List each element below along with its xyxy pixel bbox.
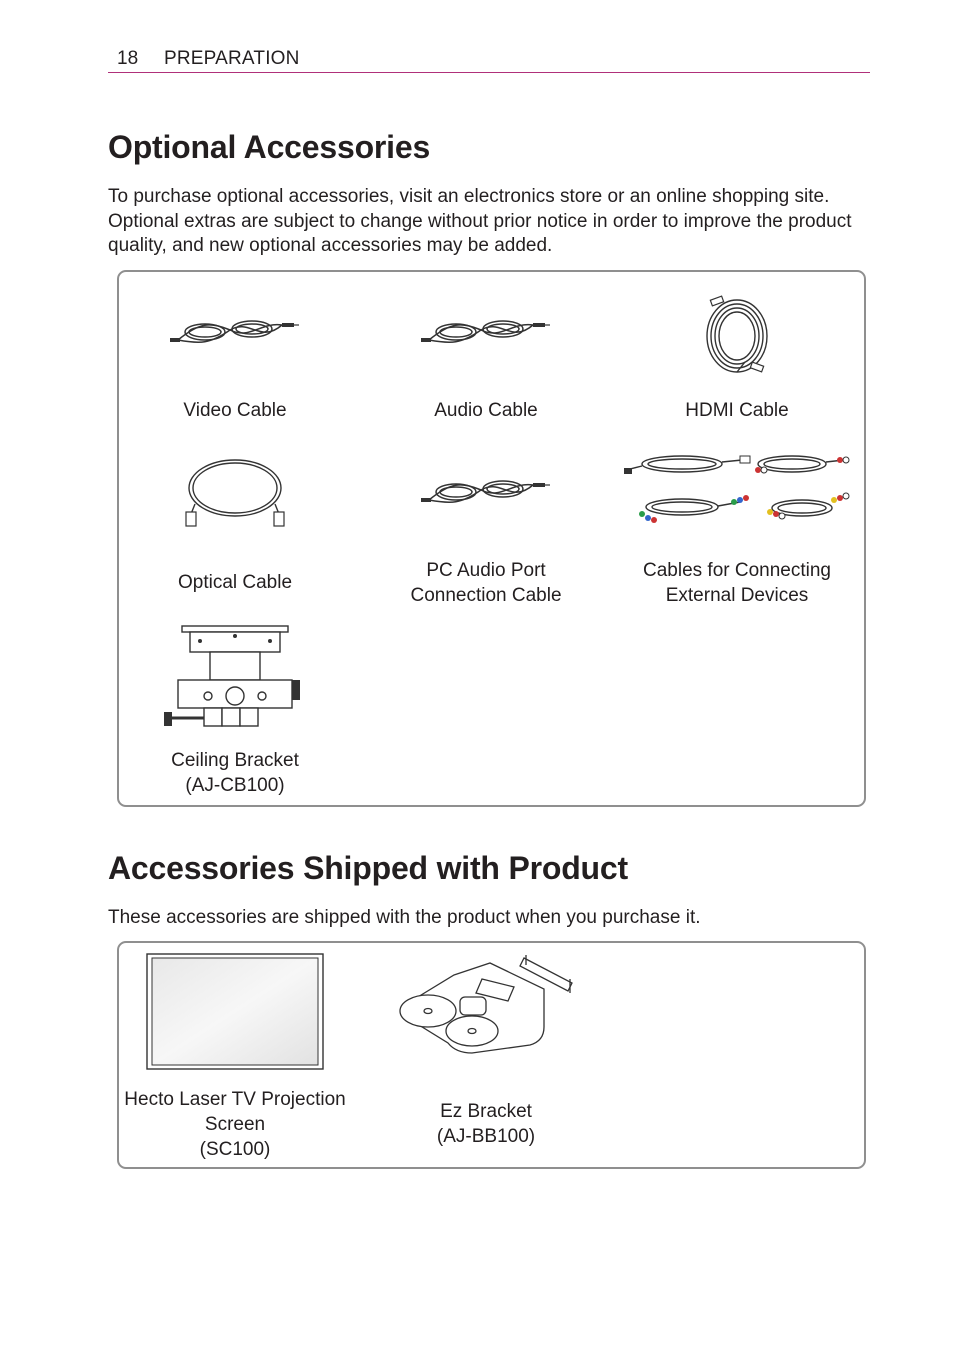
optional-accessories-box [117,270,866,807]
caption-line: Connection Cable [410,585,562,606]
caption-line: (AJ-BB100) [436,1126,536,1147]
item-hdmi-cable [612,292,862,427]
audio-cable-icon [421,292,551,362]
caption-line: PC Audio Port [426,560,546,581]
ceiling-bracket-icon [160,624,310,732]
optical-cable-icon [175,452,295,532]
caption-line: (AJ-CB100) [185,775,285,796]
shipped-accessories-intro: These accessories are shipped with the product when you purchase it. [108,907,701,928]
caption-line: Ceiling Bracket [171,750,299,771]
item-projection-screen [110,953,360,1168]
caption-line: External Devices [665,585,809,606]
caption-line: Audio Cable [434,400,538,421]
caption-line: Cables for Connecting [643,560,831,581]
caption-line: Hecto Laser TV Projection [124,1089,346,1110]
item-optical-cable [110,452,360,602]
item-external-device-cables [612,450,862,606]
pc-audio-cable-icon [421,452,551,522]
optional-accessories-intro: To purchase optional accessories, visit an electronics store or an online shopping site. Optional extras are subject to change without prior notice in order to improve the product quality, and new optional accessories may be added. [108,186,852,256]
ez-bracket-icon [394,953,579,1058]
shipped-accessories-title: Accessories Shipped with Product [108,850,628,886]
caption-line: Ez Bracket [440,1101,532,1122]
hdmi-cable-icon [697,292,777,377]
caption-line: HDMI Cable [685,400,789,421]
section-name: PREPARATION [164,48,300,69]
item-ceiling-bracket [110,624,360,799]
caption-line: Screen [204,1114,266,1135]
external-device-cables-icon [622,450,852,530]
caption-line: (SC100) [199,1139,271,1160]
optional-accessories-title: Optional Accessories [108,129,431,165]
item-ez-bracket [361,953,611,1168]
caption-line: Video Cable [183,400,287,421]
item-video-cable [110,292,360,427]
video-cable-icon [170,292,300,362]
page-number: 18 [117,48,139,69]
projection-screen-icon [146,953,324,1071]
item-audio-cable [361,292,611,427]
page-header [108,47,870,73]
shipped-accessories-box [117,941,866,1169]
item-pc-audio-cable [361,452,611,606]
caption-line: Optical Cable [177,572,293,593]
